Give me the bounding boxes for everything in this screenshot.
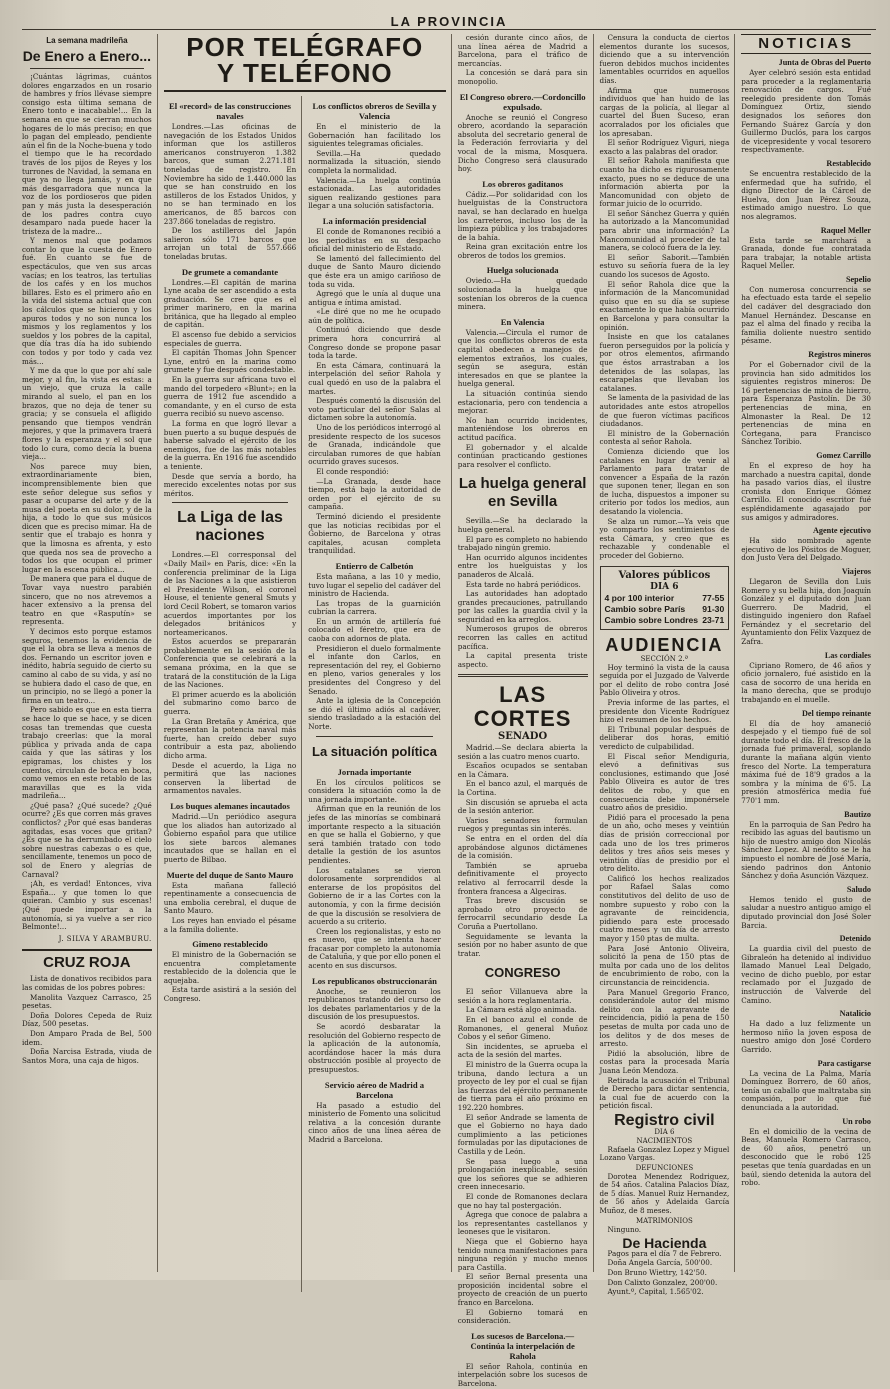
paragraph: Sevilla.—Se ha declarado la huelga general.	[457, 516, 588, 534]
noticia-body: Hemos tenido el gusto de saludar a nuestro antiguo amigo el diputado provincial don José Soler Barcia.	[741, 894, 871, 930]
paragraph: El capitán Thomas John Spencer Lyne, entró en la marina como grumete y fue después condestable.	[163, 348, 297, 375]
paragraph: Escaños ocupados se sentaban en la Cámara.	[457, 761, 588, 779]
noticia-title: Registros mineros	[808, 350, 871, 360]
article-title: Huelga solucionada	[486, 265, 559, 276]
paragraph: En el ministerio de la Gobernación han facilitado los siguientes telegramas oficiales.	[308, 122, 441, 149]
paragraph: Censura la conducta de ciertos elementos durante los sucesos, diciendo que a su intervención fueron debidos muchos incidentes lamentables ocurridos en aquellos días.	[599, 33, 730, 85]
noticia-title: Detenido	[839, 934, 871, 944]
article-title: Los obreros gaditanos	[482, 178, 564, 189]
paragraph: Agrega que conoce de palabra a los representantes castellanos y leoneses que le visitaron.	[457, 1210, 588, 1237]
banner-line-1: POR TELÉGRAFO	[186, 32, 424, 62]
paragraph: El Fiscal señor Mendiguria, elevó a definitivas sus conclusiones, estimando que José Pablo Oliveira es autor de tres delitos de robo, y que en consecuencia debe imponérsele cuatro años de presidio.	[599, 751, 730, 813]
article-title: La información presidencial	[322, 215, 427, 226]
paragraph: El señor Rahola, continúa en interpelación sobre los sucesos de Barcelona.	[457, 1361, 588, 1389]
paragraph: El señor Saborit.—También estuvo su señoría fuera de la ley cuando los sucesos de Agosto.	[599, 252, 730, 280]
registro-title: Registro civil	[614, 1111, 715, 1129]
article-title: Gimeno restablecido	[192, 939, 268, 950]
paragraph: Don Bruno Wiettry, 142'50.	[607, 1268, 707, 1278]
paragraph: Presidieron el duelo formalmente el infante don Carlos, en representación del rey, el Gobierno en pleno, varios generales y los presidentes del Congreso y del Senado.	[308, 643, 441, 696]
noticia-title: Viajeros	[841, 566, 871, 576]
paragraph: Pagos para el día 7 de Febrero.	[607, 1248, 722, 1258]
paragraph: Madrid.—Se declara abierta la sesión a las cuatro menos cuarto.	[457, 743, 588, 761]
paragraph: Retirada la acusación el Tribunal de Derecho para dictar sentencia, la cual fue de acuerdo con la petición fiscal.	[599, 1075, 730, 1111]
article-body	[164, 882, 297, 935]
paragraph: En el banco azul el conde de Romanones, el general Muñoz Cobos y el señor Gimeno.	[457, 1015, 588, 1042]
paragraph: Varios senadores formulan ruegos y preguntas sin interés.	[457, 815, 588, 834]
paragraph: Han ocurrido algunos incidentes entre los huelguistas y los panaderos de Alcalá.	[457, 552, 588, 579]
paragraph: El ministro de la Gobernación contesta al señor Rahola.	[599, 428, 730, 447]
paragraph: Y decimos esto porque estamos seguros, tenemos la evidencia de que el la obra se lleva a menos de dos. Fernando un escritor joven e inédito, habría seguido de cierto su camino al cabo de su vida, y así no se hubiera dado el caso de que, en un principio, no se llegó a poner la firma en un teatro...	[22, 627, 152, 705]
paragraph: Afirma que numerosos individuos que han huido de las cargas de la policía, al llegar al cuartel del Buen Suceso, eran acorralados por los oficiales que los apresaban.	[599, 85, 730, 138]
paragraph: En la guerra sur africana tuvo el mando del torpedero «Blunt»; en la guerra de 1912 fue ascendido a comandante, y en el curso de esta guerra recibió su nuevo ascenso.	[163, 375, 297, 419]
paragraph: Y menos mal que podamos contar lo que la cuesta de Enero fué. En cuanto se fue de espectáculos, que ven sus arcas vacías; en los teatros, las tertulias de los cafés y en los muchos billares. Esto es el primero año en la vida del sistema actual que con los cálculos que se hicieron y los apuros todos y no son nunca los mismos y los reglamentos y los sueldos y los pobres de la capital, que día tras día ha ido subiendo con todos y por todo y cada vez más...	[22, 236, 152, 366]
paragraph: El paro es completo no habiendo trabajado ningún gremio.	[457, 534, 588, 553]
paragraph: La situación continúa siendo estacionaria, pero con tendencia a mejorar.	[457, 389, 588, 416]
paragraph: Sevilla.—Ha quedado normalizada la situación, siendo completa la normalidad.	[308, 148, 441, 175]
divider	[172, 502, 289, 503]
article-body	[308, 123, 441, 211]
paragraph: Se lamenta de la pasividad de las autoridades ante estos atropellos de que fueron víctimas pacíficos ciudadanos.	[599, 393, 730, 429]
article-body	[22, 73, 152, 932]
noticias-list	[741, 58, 871, 1188]
article-body	[308, 573, 441, 732]
noticia-title: Las cordiales	[824, 650, 871, 660]
noticia-body: En la parroquia de San Pedro ha recibido las aguas del bautismo un hijo de nuestro amigo don Nicolás Sánchez Lopez. Al neófito se le ha impuesto el nombre de José María, siendo padrinos don Antonio Sánchez y doña Asunción Vázquez.	[741, 819, 871, 881]
paragraph: Se entra en el orden del día aprobándose algunos dictámenes de la comisión.	[457, 833, 588, 861]
paragraph: Pero sabido es que en esta tierra se hace lo que se hace, y se dicen cosas tan tremendas que cuesta trabajo creerlas: que la moral pública y privada anda de capa caída y que las sátiras y los epigramas, los chistes y los cuentos, circulan de boca en boca, como vemos en este retablo de las maravillas que es la vida madrileña...	[22, 705, 152, 801]
paragraph: Estos acuerdos se prepararán probablemente en la sesión de la Conferencia que se celebrará a la semana próxima, en la que se tratará de la constitución de la Liga de las Naciones.	[163, 637, 297, 690]
paragraph: Previa informe de las partes, el presidente don Vicente Rodríguez hizo el resumen de los hechos.	[599, 698, 730, 725]
noticia-body: Esta tarde se marchará a Granada, donde fue contratada para trabajar, la notable artista Raquel Meller.	[741, 235, 871, 271]
paragraph: Sin discusión se aprueba el acta de la sesión anterior.	[457, 797, 588, 816]
paragraph: Don Calixto Gonzalez, 200'00.	[607, 1277, 718, 1287]
article-title: Los sucesos de Barcelona.—Continúa la interpelación de Rahola	[470, 1330, 575, 1361]
paragraph: Londres.—Las oficinas de navegación de los Estados Unidos informan que los astilleros americanos construyeron 1.382 barcos, que suman 2.271.181 toneladas de registro. En Noviembre ha sido de 1.440.000 las que se han construido en los astilleros de los Estados Unidos, y no se han terminado en los americanos, de 85 barcos con 237.866 toneladas de registro.	[163, 122, 297, 226]
paragraph: El ascenso fue debido a servicios especiales de guerra.	[163, 330, 297, 348]
paragraph: Para José Antonio Oliveira, solicitó la pena de 150 ptas de multa por cada uno de los delitos de encubrimiento de robo, con la circunstancia de reincidencia.	[599, 943, 730, 987]
paragraph: La Gran Bretaña y América, que representan la potencia naval más fuerte, han creído deber suyo contribuir a esta paz, aboliendo dicho arma.	[163, 716, 297, 760]
paragraph: Nos parece muy bien, extraordinariamente bien, incomprensiblemente bien que este señor delegue sus sefios y pasar a ocuparse del arte y de la musa del poeta en su dolor, y de la hija, a todo lo que sus músicos dicen que es preciso mimar. Ha de sentir que el trabajo es honra y que la limosna es afrenta, y esto que queda nos sea de provecho a todos los que ocupan el primer lugar en la escena pública...	[22, 461, 152, 574]
paragraph: En esta Cámara, continuará la interpelación del señor Rahola y cual quedó en uso de la palabra el martes.	[308, 360, 441, 396]
valores-row: Cambio sobre Londres 23-71	[604, 614, 725, 625]
paragraph: Para Manuel Gregorio Franco, considerándole autor del mismo delito con la agravante de reincidencia, pidió la pena de 150 pesetas de multa por cada uno de los delitos y de dos meses de arresto.	[599, 987, 730, 1049]
article-signature: J. SILVA Y ARAMBURU.	[58, 934, 152, 943]
noticia-body: Ayer celebró sesión esta entidad para proceder a la reglamentaria renovación de cargos. Fué reelegido presidente don Tomás Domínguez Ortiz, siendo designados los señores don Fernando Suárez García y don Guillermo Duclós, para los cargos de vicepresidente y vocal tesorero respectivamente.	[741, 68, 871, 155]
cruz-roja-title: CRUZ ROJA	[22, 949, 152, 972]
article-headline: De Enero a Enero...	[22, 48, 152, 64]
paragraph: Se pasa luego a una prolongación inexplicable, sesión que los señores que se adhieren creen innecesario.	[457, 1156, 588, 1192]
paragraph: La capital presenta triste aspecto.	[457, 651, 588, 669]
article-body	[164, 279, 297, 499]
columns	[22, 32, 876, 1389]
paragraph: ¿Qué pasa? ¿Qué sucede? ¿Qué ocurre? ¿Es que corren más graves conflictos? ¿Por qué esas banderas agitadas, esas voces que gritan? ¿Es que se ha derrumbado el cielo sobre nuestras cabezas o es que, sencillamente, tenemos un poco de sol de Enero y alegrías de Carnaval?	[22, 800, 152, 879]
article-title: El Congreso obrero.—Cordoncillo expulsado.	[459, 91, 586, 112]
noticia-title: Del tiempo reinante	[802, 708, 871, 718]
paragraph: ¡Ah, es verdad! Entonces, viva España... y que tomen lo que quieran. Cambio y sus escenas! ¡Qué puede importar a la autonomía, si ya vuelve a ser rico Belmonte!...	[22, 879, 152, 932]
article-body	[164, 951, 297, 1004]
paragraph: Ayunt.º, Capital, 1.565'02.	[607, 1287, 704, 1297]
article-title: Entierro de Calbetón	[335, 560, 414, 571]
article-headline: La huelga general en Sevilla	[458, 475, 587, 511]
article-body	[164, 123, 297, 262]
article-body	[600, 1250, 730, 1297]
noticia-title: Sepelio	[845, 274, 871, 284]
paragraph: El gobernador y el alcalde continúan practicando gestiones para resolver el conflicto.	[457, 442, 588, 469]
paragraph: El ministro de la Guerra ocupa la tribuna, dando lectura a un proyecto de ley por el cual se fijan las fuerzas del ejército permanente de tierra para el año próximo en 192.220 hombres.	[457, 1060, 588, 1112]
paragraph: El señor Andrade se lamenta de que el Gobierno no haya dado cumplimiento a las peticiones formuladas por las diputaciones de Castilla y de León.	[457, 1112, 588, 1156]
paragraph: —La Granada, desde hace tiempo, está bajo la autoridad de orden por el ejército de su campaña.	[308, 476, 441, 512]
article-body	[458, 329, 588, 470]
valores-row: 4 por 100 interior 77-55	[604, 592, 725, 603]
paragraph: Valencia.—Circula el rumor de que los conflictos obreros de esta capital obedecen a manejos de elementos extraños, los cuales, según se asegura, están interesados en que se plantee la huelga general.	[457, 327, 588, 389]
paragraph: Los catalanes se vieron dolorosamente sorprendidos al enterarse de los propósitos del Gobierno de ir a las Cortes con la autonomía, y con la firme decisión de que la discusión se resolviera de acuerdo a su criterio.	[308, 865, 441, 927]
paragraph: Manolita Vazquez Carrasco, 25 pesetas.	[22, 992, 152, 1011]
column-6	[741, 34, 876, 1272]
article-body	[458, 988, 588, 1326]
article-title: Los buques alemanes incautados	[170, 800, 290, 811]
divider	[316, 736, 433, 737]
paragraph: Continuó diciendo que desde primera hora concurrirá al Congreso donde se propone pasar toda la tarde.	[308, 325, 441, 361]
column-5	[599, 33, 736, 1297]
paragraph: El señor Rodríguez Viguri, niega exacto a las palabras del orador.	[599, 138, 730, 156]
paragraph: Anoche, se reunieron los republicanos tratando del curso de los debates parlamentarios y de la discusión de los presupuestos.	[308, 986, 441, 1022]
noticia-title: Bautizo	[844, 809, 871, 819]
noticia-title: Para castigarse	[817, 1058, 871, 1068]
article-body	[458, 277, 588, 311]
article-body	[458, 114, 588, 174]
paragraph: El señor Sánchez Guerra y quién ha autorizado a la Mancomunidad para abrir una información? La Mancomunidad al proceder de tal manera, se colocó fuera de la ley.	[599, 208, 730, 253]
paragraph: Desde que servía a bordo, ha merecido excelentes notas por sus méritos.	[163, 471, 297, 498]
paragraph: Tras breve discusión se aprobado otro proyecto de ferrocarril secundario desde La Coruña a Puertollano.	[457, 896, 588, 931]
paragraph: Esta mañana, a las 10 y medio, tuvo lugar el sepelio del cadáver del ministro de Hacienda.	[308, 571, 441, 599]
paragraph: En un armón de artillería fué colocado el féretro, que era de caoba con adornos de plata.	[308, 616, 441, 644]
article-body	[308, 228, 441, 556]
nacimientos-body: Rafaela Gonzalez Lopez y Miguel Lozano Vargas.	[599, 1144, 730, 1163]
article-body	[458, 517, 588, 669]
article-title: La situación política	[312, 743, 437, 759]
congreso-title: CONGRESO	[484, 965, 561, 981]
paragraph: No han ocurrido incidentes, manteniéndose los obreros en actitud pacífica.	[457, 415, 588, 442]
article-subtitle: Jornada importante	[337, 766, 412, 777]
paragraph: Doña Narcisa Estrada, viuda de Santos Mora, una caja de higos.	[22, 1047, 152, 1065]
paragraph: El primer acuerdo es la abolición del submarino como barco de guerra.	[163, 689, 297, 717]
paragraph: También se aprueba definitivamente el proyecto relativo al ferrocarril desde la frontera francesa a Algeciras.	[457, 860, 588, 896]
article-body	[308, 988, 441, 1075]
paragraph: Agregó que le unía al duque una antigua e íntima amistad.	[308, 289, 441, 307]
valores-title: Valores públicos	[618, 569, 711, 581]
noticia-body: La vecina de La Palma, María Domínguez Borrero, de 60 años, tenía un caballo que maltrataba sin compasión, por lo que fué denunciada a la autoridad.	[741, 1068, 871, 1112]
noticia-body: Ha sido nombrado agente ejecutivo de los Pósitos de Moguer, don Justo Vera del Delgado.	[741, 536, 871, 563]
paragraph: Pidió para el procesado la pena de un año, ocho meses y veintiún días de prisión correccional por cada uno de los tres primeros delitos y tres años seis meses y veintiún días de presidio por el otro delito.	[599, 812, 730, 874]
paragraph: Sin incidentes, se aprueba el acta de la sesión del martes.	[457, 1041, 588, 1060]
paragraph: Londres.—El capitán de marina Lyne acaba de ser ascendido a esta graduación. Se cree que es el primer marinero, en la marina británica, que ha llegado al empleo de capitán.	[163, 277, 297, 330]
cruz-roja-body	[22, 975, 152, 1065]
divider	[458, 674, 588, 677]
paragraph: El Gobierno tomará en consideración.	[457, 1307, 588, 1326]
paragraph: Y me da que lo que por ahí sale mejor, y al fin, la vista es estas: a un viejo, que cruza la calle mirando al suelo, el pan en los brazos, que no deja de tener su gracia; y se consuela el afligido pensando que tiempos vendrán mejores, y que la primavera traerá flores y la esperanza y el sol que todo lo cura, como decía la buena vieja...	[22, 366, 152, 462]
audiencia-subtitle: SECCIÓN 2.ª	[640, 654, 689, 663]
senado-title: SENADO	[498, 731, 548, 743]
masthead: LA PROVINCIA	[22, 14, 876, 30]
paragraph: La forma en que logró llevar a buen puerto a su buque después de haberse salvado el ejército de los enemigos, fue de las más notables de la guerra. En 1916 fue ascendido a teniente.	[163, 419, 297, 471]
column-4	[457, 33, 594, 1389]
noticia-body: Se encuentra restablecido de la enfermedad que ha sufrido, el digno Director de la Cárcel de Huelva, don Juan Pérez Souza, estimado amigo nuestro. Lo que nos alegramos.	[741, 168, 871, 221]
paragraph: Doña Angela García, 500'00.	[607, 1258, 713, 1268]
column-3	[308, 96, 446, 1292]
article-body	[458, 191, 588, 261]
paragraph: Calificó los hechos realizados por Rafael Salas como constitutivos del delito de uso de nombre supuesto y robo con la agravante de reincidencia, pidiendo para este procesado cuatro meses y un día de arresto mayor y 150 ptas de multa.	[599, 873, 730, 944]
paragraph: De los astilleros del Japón salieron sólo 171 barcos que arrojan un total de 557.666 toneladas brutas.	[163, 226, 297, 261]
article-title: La Liga de las naciones	[177, 509, 283, 545]
valores-box	[600, 566, 730, 630]
noticia-body: Ha dado a luz felizmente un hermoso niño la joven esposa de nuestro amigo don José Cordero Garrido.	[741, 1019, 871, 1055]
paragraph: cesión durante cinco años, de una línea aérea de Madrid a Barcelona, para el tráfico de mercancías.	[457, 33, 588, 68]
paragraph: Insiste en que los catalanes fueron perseguidos por la policía y por otros elementos, afirmando que éstos arrastraban a los detenidos de las solapas, las escarapelas que llevaban los catalanes.	[599, 332, 730, 393]
article-body	[308, 1102, 441, 1145]
paragraph: El señor Rahola manifiesta que cuanto ha dicho es rigurosamente exacto, pues no se deduce de una información abierta por la Mancomunidad con objeto de formar juicio de lo ocurrido.	[599, 156, 730, 209]
defunciones-body: Dorotea Menendez Rodriguez, de 54 años. Catalina Palacios Díaz, de 5 días. Manuel Ruiz Hernandez, de 56 años y Adelaida García Muñoz, de 8 meses.	[599, 1171, 730, 1216]
article-body	[164, 813, 297, 865]
paragraph: El conde de Romanones declara que no hay tal postergación.	[457, 1191, 588, 1210]
valores-day: DIA 6	[650, 581, 679, 592]
paragraph: La concesión se dará para sin monopolio.	[457, 68, 588, 86]
noticia-body: Por el Gobernador civil de la provincia han sido admitidos los siguientes registros mineros: De 16 pertenencias de mina de hierro, para Esperanza Pastolín. De 30 pertenencias de mina, en Almonaster la Real. De 12 pertenencias de mina en Cortegana, para Francisco Sánchez Toribio.	[741, 360, 871, 447]
paragraph: Se alza un rumor.—Ya veis que yo comparto los sentimientos de esta Cámara, y creo que es rechazable y condenable el proceder del Gobierno.	[599, 516, 730, 561]
cortes-title: LAS CORTES	[473, 682, 572, 732]
article-body	[308, 779, 441, 971]
paragraph: El conde de Romanones recibió a los periodistas en su despacho oficial del ministerio de Estado.	[308, 226, 441, 254]
paragraph: Reina gran excitación entre los obreros de todos los gremios.	[457, 242, 588, 260]
divider	[30, 68, 144, 69]
paragraph: Anoche se reunió el Congreso obrero, acordando la separación absoluta del secretario general de la Federación ferroviaria y del vocal de la misma, Mosquera. Dicho Congreso será clausurado hoy.	[457, 112, 588, 174]
article-body	[600, 664, 730, 1111]
paragraph: Numerosos grupos de obreros recorren las calles en actitud pacífica.	[457, 624, 588, 651]
article-title: Los conflictos obreros de Sevilla y Valencia	[312, 101, 437, 121]
paragraph: Desde el acuerdo, la Liga no permitirá que las naciones conserven la libertad de armamentos navales.	[163, 760, 297, 796]
paragraph: Cádiz.—Por solidaridad con los huelguistas de la Constructora naval, se han declarado en huelga los carreteros, incluso los de la limpieza pública y los trabajadores de la bahía.	[457, 189, 588, 242]
paragraph: El conde respondió:	[316, 466, 389, 476]
paragraph: El señor Villanueva abre la sesión a la hora reglamentaria.	[457, 987, 588, 1005]
paragraph: Ha pasado a estudio del ministerio de Fomento una solicitud relativa a la concesión durante cinco años de una línea aérea de Madrid a Barcelona.	[308, 1100, 441, 1144]
article-title: El «record» de las construcciones navales	[168, 101, 292, 121]
paragraph: Esta tarde asistirá a la sesión del Congreso.	[163, 985, 297, 1004]
telegraph-banner	[164, 34, 446, 92]
paragraph: Se acordó desbaratar la resolución del Gobierno respecto de la aplicación de la autonomía, acordándose hacer la más dura obstrucción posible al proyecto de presupuestos.	[308, 1022, 441, 1074]
noticia-body: En el domicilio de la vecina de Beas, Manuela Romero Carrasco, de 60 años, penetró un desconocido que le robó 125 pesetas que tenía guardadas en un baúl, siendo detenida la autora del robo.	[741, 1126, 871, 1188]
paragraph: Valencia.—La huelga continúa estacionada. Las autoridades siguen realizando gestiones para llegar a una solución satisfactoria.	[308, 175, 441, 211]
noticia-title: Agente ejecutivo	[813, 526, 871, 536]
paragraph: Oviedo.—Ha quedado solucionada la huelga que sostenían los obreros de la cuenca minera.	[457, 276, 588, 312]
paragraph: Después comentó la discusión del voto particular del señor Salas al dictamen sobre la autonomía.	[308, 396, 441, 423]
paragraph: La Cámara está algo animada.	[465, 1005, 577, 1015]
paragraph: Afirman que en la reunión de los jefes de las minorías se combinará importante respecto a la situación en que se halla el Gobierno, y que será también tratado con todo detalle la gestión de los asuntos pendientes.	[308, 804, 441, 865]
paragraph: Seguidamente se levanta la sesión por no haber asunto de que tratar.	[457, 931, 588, 958]
nacimientos-title: NACIMIENTOS	[636, 1136, 693, 1145]
noticia-title: Junta de Obras del Puerto	[778, 58, 871, 67]
paragraph: Las tropas de la guarnición cubrían la carrera.	[308, 598, 441, 617]
noticias-title: NOTICIAS	[741, 34, 871, 54]
noticia-title: Restablecido	[826, 158, 871, 168]
paragraph: Hoy terminó la vista de la causa seguida por el Juzgado de Valverde por el delito de robo contra José Pablo Oliveira y otros.	[599, 662, 730, 698]
article-title: Los republicanos obstruccionarán	[312, 975, 437, 986]
paragraph: Terminó diciendo el presidente que las noticias recibidas por el Gobierno, de Barcelona y otras capitales, acusan completa tranquilidad.	[308, 511, 441, 556]
paragraph: Lista de donativos recibidos para las comidas de los pobres pobres:	[22, 974, 152, 992]
telegraph-section	[164, 34, 452, 1272]
paragraph: Madrid.—Un periódico asegura que los aliados han autorizado al Gobierno español para que utilice los siete barcos alemanes incautados que se hallan en el puerto de Bilbao.	[163, 811, 297, 864]
column-1	[22, 34, 158, 1272]
article-title: En Valencia	[500, 316, 545, 327]
registro-day: DIA 6	[654, 1127, 675, 1136]
paragraph: Las autoridades han adoptado grandes precauciones, patrullando por las calles la guardia civil y la seguridad en ka arreglos.	[457, 589, 588, 624]
telegraph-columns	[164, 96, 446, 1292]
banner-line-2: Y TELÉFONO	[216, 58, 393, 88]
noticia-body: Con numerosa concurrencia se ha efectuado esta tarde el sepelio del cadáver del desgraciado don Manuel Hernández. Descanse en paz el alma del finado y reciba la familia doliente nuestro sentido pésame.	[741, 284, 871, 346]
article-title: Servicio aéreo de Madrid a Barcelona	[324, 1079, 425, 1100]
paragraph: Esta mañana falleció repentinamente a consecuencia de una embolia cerebral, el duque de Santo Mauro.	[163, 880, 297, 916]
noticia-body: En el expreso de hoy ha marchado a nuestra capital, donde ha pasado varios días, el ilustre cronista don Enrique Gómez Carrillo. El conocido escritor fué espléndidamente agasajado por sus amigos y admiradores.	[741, 460, 871, 522]
paragraph: Don Amparo Prada de Bel, 500 idem.	[22, 1028, 152, 1047]
paragraph: Creen los regionalistas, y esto no es nuevo, que se intenta hacer fracasar por completo la autonomía de Cataluña, y que por ello ponen el acento en sus discursos.	[308, 926, 441, 971]
paragraph: Pidió la absolución, libre de costas para la procesada María Juana León Mendoza.	[599, 1048, 730, 1075]
paragraph: El ministro de la Gobernación se encuentra completamente restablecido de la dolencia que le aquejaba.	[163, 950, 297, 985]
noticia-body: Llegaron de Sevilla don Luis Romero y su bella hija, don Joaquín González y el diputado don Juan Guerrero. De Madrid, el distinguido ingeniero don Rafael Fernández y el secretario del Ayuntamiento don Félix Vazquez de Zafra.	[741, 576, 871, 647]
paragraph: El Tribunal popular después de deliberar dos horas, emitió veredicto de culpabilidad.	[599, 724, 730, 751]
paragraph: Comienza diciendo que los catalanes en lugar de venir al Parlamento para tratar de convencer a España de la razón que suponen tener, llegan en son de lucha, dispuestos a imponer su criterio por todos los medios, aun desatando la violencia.	[599, 446, 730, 517]
column-2	[164, 96, 303, 1292]
paragraph: Niega que el Gobierno haya tenido nunca manifestaciones para ninguna región y mucho menos para Castilla.	[457, 1236, 588, 1272]
paragraph: Ante la iglesia de la Concepción se dió el último adiós al cadáver, siendo trasladado a la estación del Norte.	[308, 696, 441, 731]
paragraph: En los círculos políticos se considera la situación como la de una jornada importante.	[308, 777, 441, 804]
article-body	[164, 551, 297, 796]
paragraph: En el banco azul, el marqués de la Cortina.	[457, 779, 588, 797]
valores-row: Cambio sobre París 91-30	[604, 603, 725, 614]
noticia-title: Gomez Carrillo	[816, 450, 871, 460]
paragraph: El señor Rahola dice que la información de la Mancomunidad quiso que en su día se supiese exactamente lo que había ocurrido en Barcelona y para consultar la opinión.	[599, 279, 730, 332]
matrimonios-title: MATRIMONIOS	[635, 1216, 693, 1225]
paragraph: Doña Dolores Cepeda de Ruiz Díaz, 500 pesetas.	[22, 1010, 152, 1029]
paragraph: Londres.—El corresponsal del «Daily Mail» en París, dice: «En la conferencia preliminar de la Liga de las Naciones a la que asistieron el Presidente Wilson, el coronel House, el teniente general Smuts y lord Cecil Robert, se tomaron varios acuerdos importantes por los delegados británicos y norteamericanos.	[163, 550, 297, 637]
audiencia-title: AUDIENCIA	[605, 634, 724, 655]
paragraph: El señor Bernal presenta una proposición incidental sobre el proyecto de creación de un puerto franco en Barcelona.	[457, 1272, 588, 1308]
paragraph: Los reyes han enviado el pésame a la familia doliente.	[163, 915, 297, 934]
paragraph: Esta tarde no habrá periódicos.	[465, 579, 581, 589]
defunciones-title: DEFUNCIONES	[635, 1163, 694, 1172]
noticia-title: Raquel Meller	[820, 225, 871, 235]
matrimonios-body: Ninguno.	[607, 1224, 642, 1234]
noticia-body: La guardia civil del puesto de Gibraleón ha detenido al individuo llamado Manuel Leal Delgado, vecino de dicho pueblo, por estar reclamado por el Juzgado de instrucción de Valverde del Camino.	[741, 944, 871, 1005]
section-kicker: La semana madrileña	[46, 36, 128, 45]
article-body	[458, 744, 588, 958]
paragraph: «Le diré que no me he ocupado aún de política.	[308, 307, 441, 325]
noticia-body: Cipriano Romero, de 46 años y oficio jornalero, fué asistido en la casa de socorro de una herida en la mano derecha, que se produjo trabajando en el muelle.	[741, 660, 871, 705]
article-body	[458, 34, 588, 87]
article-body	[458, 1363, 588, 1389]
paragraph: Se lamentó del fallecimiento del duque de Santo Mauro diciendo que éste era un amigo cariñoso de toda su vida.	[308, 253, 441, 289]
article-title: De grumete a comandante	[181, 266, 279, 277]
article-body	[600, 34, 730, 561]
hacienda-title: De Hacienda	[622, 1235, 707, 1252]
noticia-title: Saludo	[846, 884, 871, 894]
noticia-title: Un robo	[842, 1116, 871, 1126]
noticia-title: Natalicio	[839, 1009, 871, 1019]
noticia-body: El día de hoy amaneció despejado y el tiempo fué de sol durante todo el día. El fresco de la jornada fué primaveral, soplando durante la mañana algún viento fresco del Norte. La temperatura máxima fué de 18'9 grados a la sombra y la mínima de 6'5. La presión atmosférica media fué 770'1 mm.	[741, 718, 871, 805]
article-title: Muerte del duque de Santo Mauro	[166, 869, 294, 880]
paragraph: De manera que para el duque de Tovar vaya nuestro parabién sincero, que no nos atrevemos a hacer extensivo a la prensa del teatro en que «Rasputín» se representa.	[22, 574, 152, 627]
paragraph: ¡Cuántas lágrimas, cuántos dolores engarzados en un rosario de hambres y fríos llévase siempre consigo esta última semana de Enero tonto e inacabable!... En la semana en que se cierran muchos hogares de lo más preciso; en que lo pagan del empleado, pendiente aún el fin de la Noche-buena y todo el tiempo que le ha recordado través de los pijos de Reyes y los turrones de Navidad, la semana en que ya no llega jamás, y en que más desgarradora que nunca la voz de los pordioseros que piden pan y más justa la desesperación de los padres contra cuyo desamparo nada puede hacer la tristeza de la madre...	[22, 72, 152, 236]
paragraph: Uno de los periódicos interrogó al presidente respecto de los sucesos de Granada, indicándole que circulaban rumores de que habían ocurrido graves sucesos.	[308, 423, 441, 467]
